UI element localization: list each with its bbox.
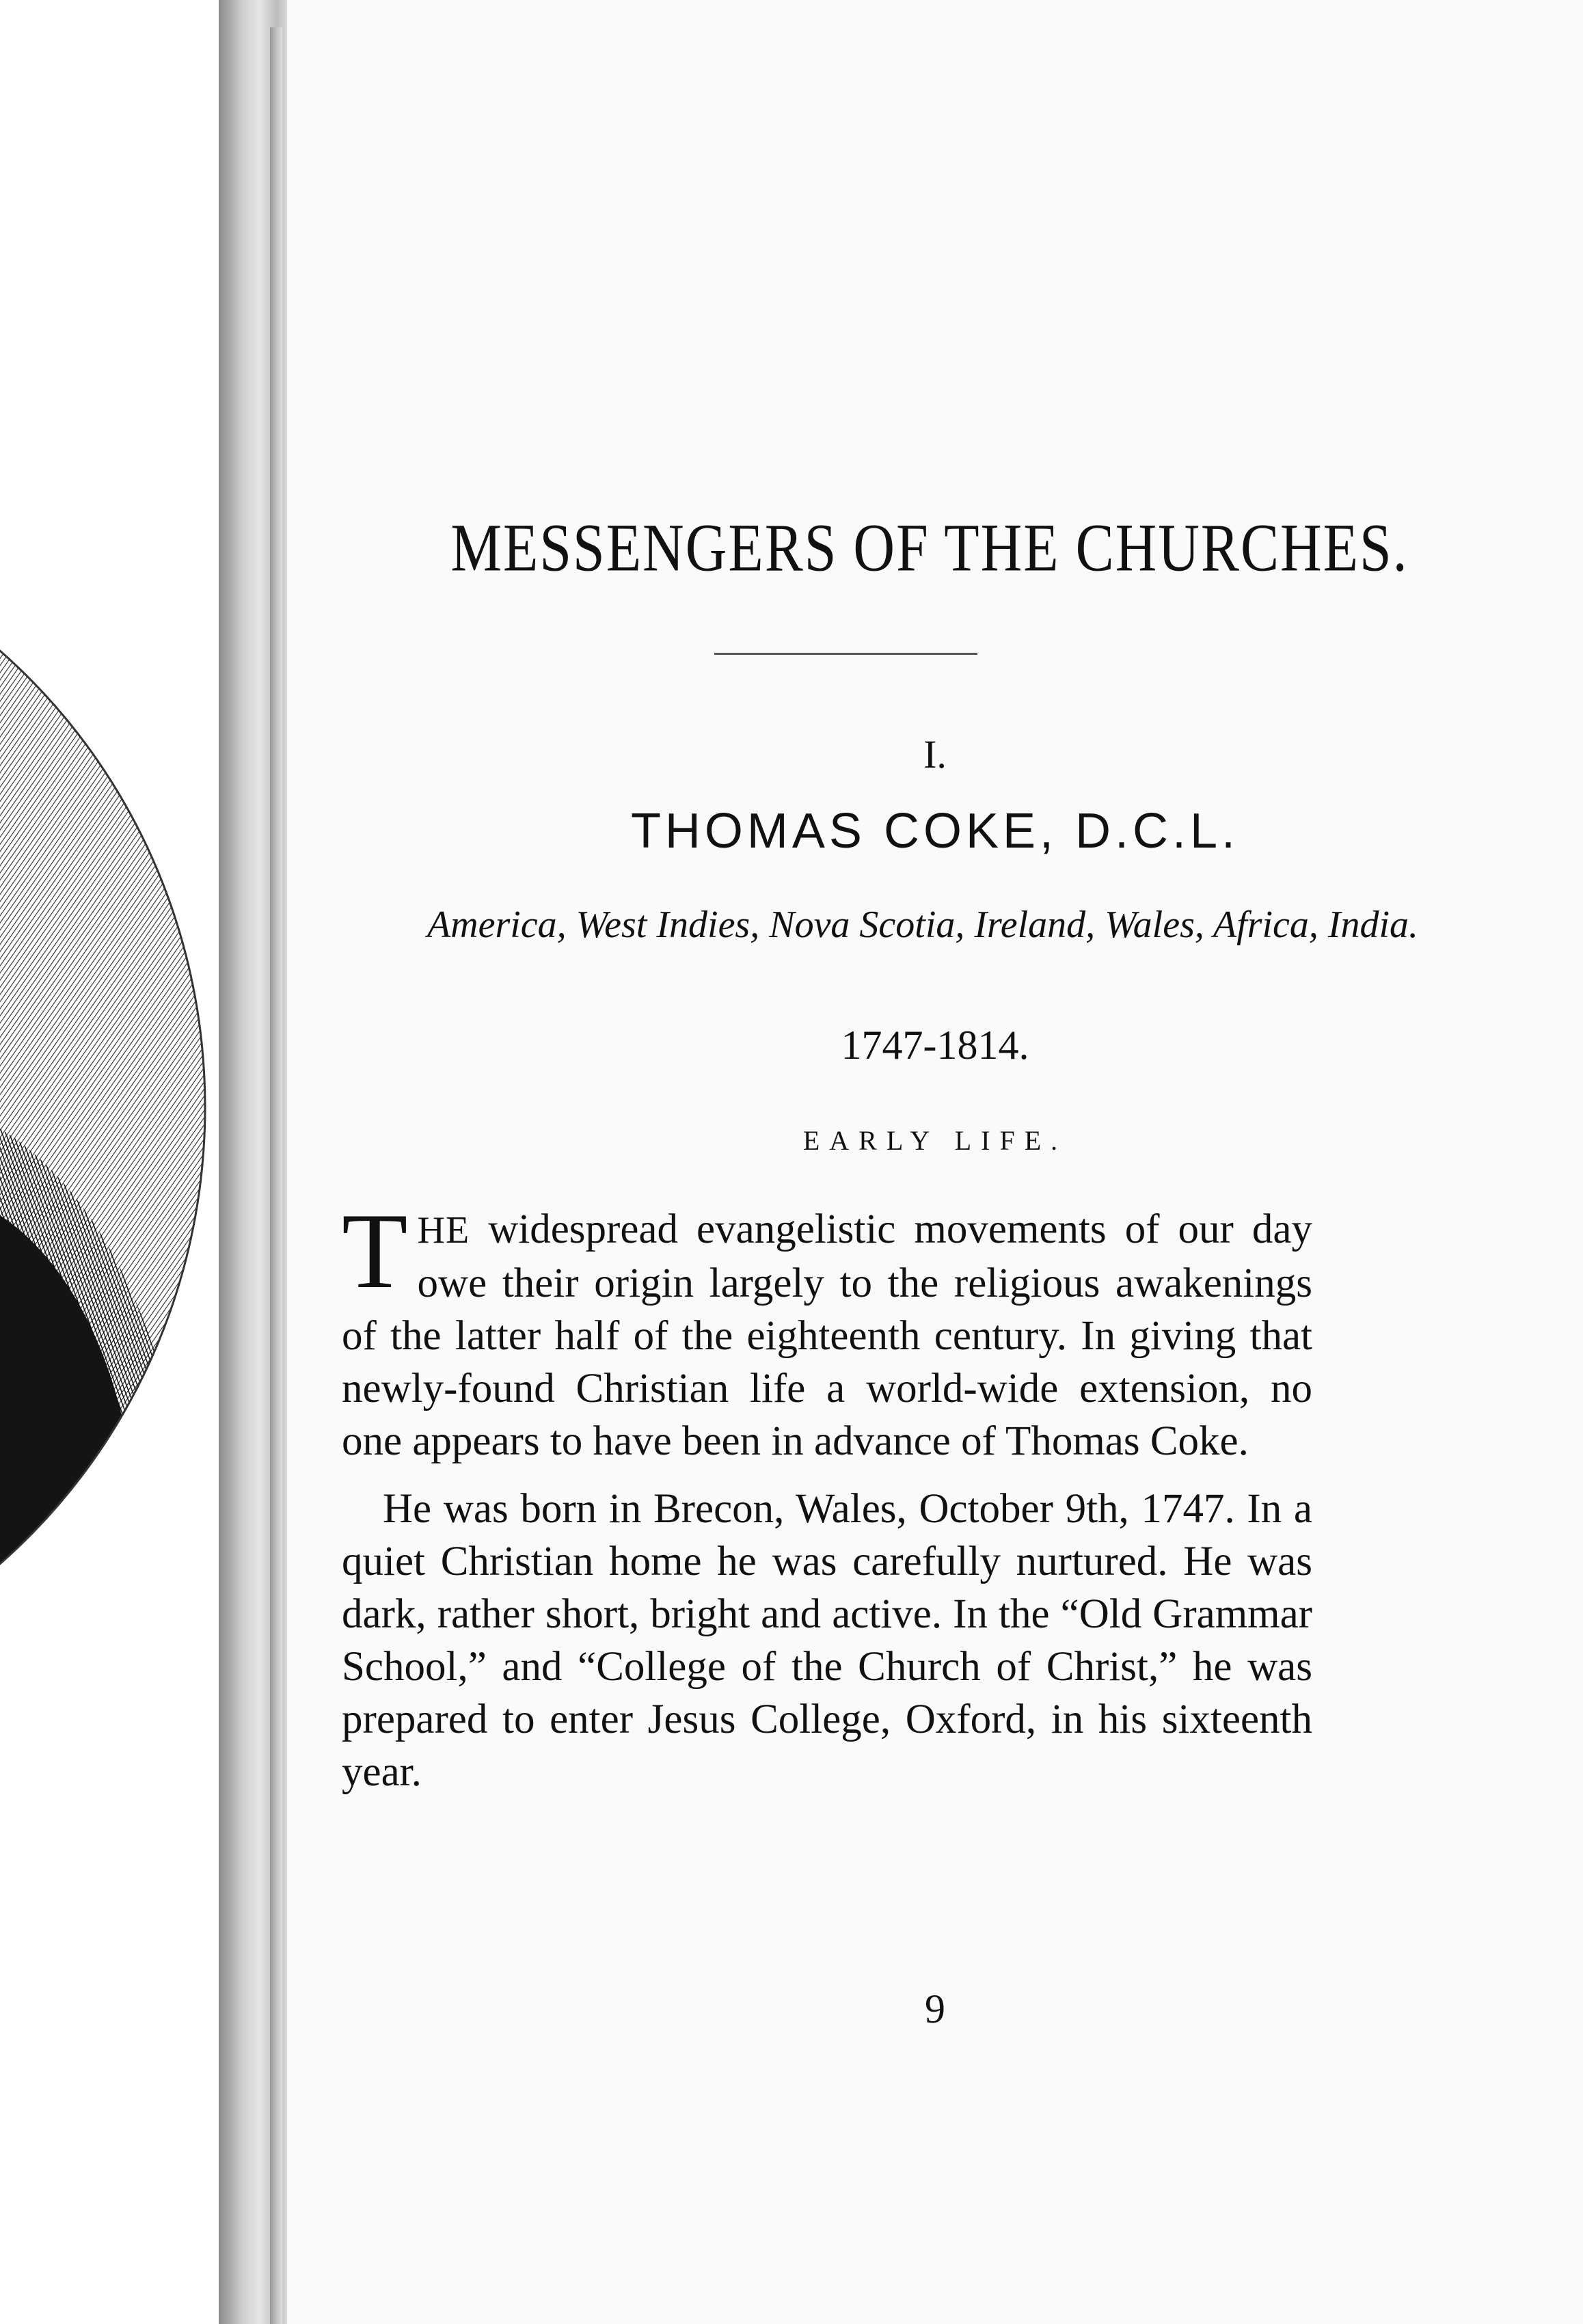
paragraph-2: He was born in Brecon, Wales, October 9th, 1747. In a quiet Christian home he was carefully nurtured. He was dark, rather short, bright and active. In the “Old Grammar School,” and “College of the Church of Christ,” he was prepared to enter Jesus College, Oxford, in his sixteenth year.: [342, 1486, 1312, 1795]
page-edge-shadow: [270, 27, 282, 2324]
body-text: [342, 1191, 1312, 1798]
engraved-portrait-image: [0, 0, 219, 2324]
drop-cap-letter: T: [342, 1191, 408, 1311]
book-title: MESSENGERS OF THE CHURCHES.: [450, 511, 1409, 586]
chapter-subject-name: THOMAS COKE, D.C.L.: [630, 804, 1240, 859]
page-number: 9: [925, 1986, 945, 2031]
chapter-number: I.: [923, 732, 947, 776]
facing-page-portrait: [0, 0, 219, 2324]
title-divider-rule: [714, 653, 977, 655]
paragraph-1-text: widespread evangelistic movements of our day owe their origin largely to the religious awakenings of the latter half of the eighteenth century. In giving that newly-found Christian life a world-wide extension, no one appears to have been in advance of Thomas Coke.: [342, 1206, 1312, 1464]
mission-places: America, West Indies, Nova Scotia, Ireland, Wales, Africa, India.: [427, 904, 1419, 946]
paragraph-1: [342, 1191, 1312, 1468]
life-years: 1747-1814.: [841, 1023, 1029, 1068]
section-heading: EARLY LIFE.: [802, 1125, 1068, 1156]
opening-small-caps: HE: [417, 1209, 470, 1252]
text-page: [287, 0, 1583, 2324]
